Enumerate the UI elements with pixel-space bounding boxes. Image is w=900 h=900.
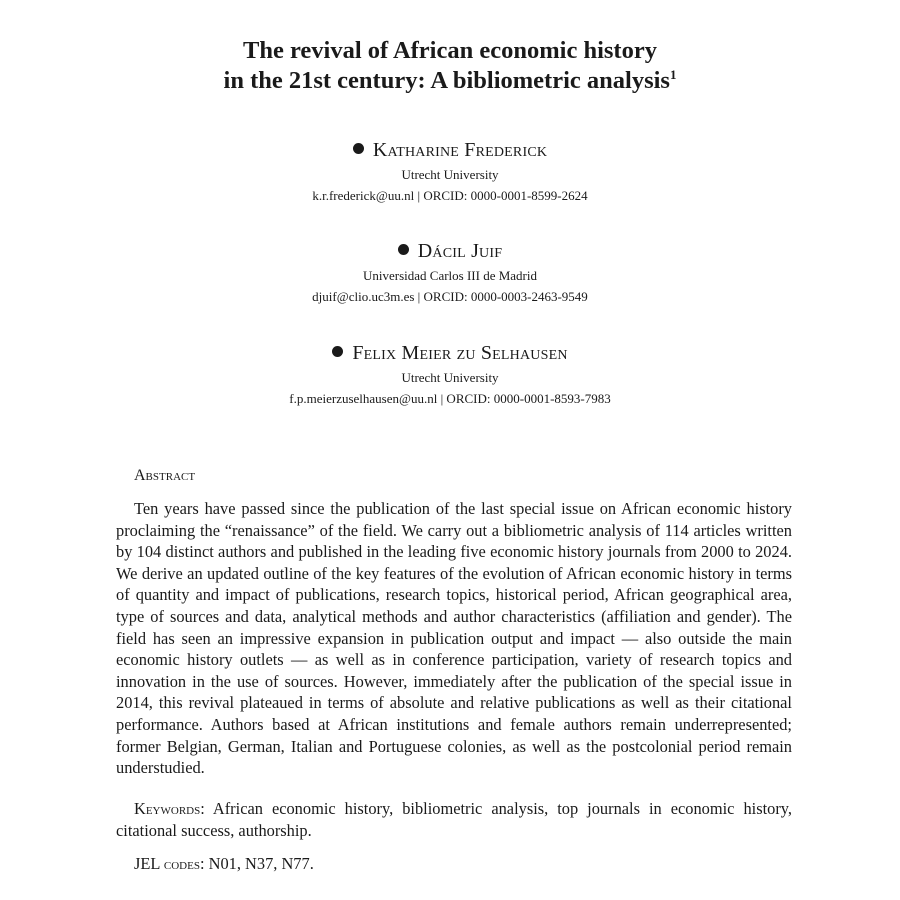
author-name: Dácil Juif [100, 239, 800, 263]
author-name: Katharine Frederick [100, 138, 800, 162]
paper-title [100, 36, 800, 96]
author-contact: djuif@clio.uc3m.es | ORCID: 0000-0003-2463-9549 [312, 289, 588, 304]
author-block-2 [100, 239, 800, 305]
keywords-text: African economic history, bibliometric analysis, top journals in economic history, citational success, authorship. [116, 799, 793, 840]
author-affiliation: Universidad Carlos III de Madrid [362, 268, 537, 283]
author-contact: f.p.meierzuselhausen@uu.nl | ORCID: 0000-0001-8593-7983 [289, 391, 611, 406]
bullet-icon [332, 346, 343, 357]
abstract-heading: Abstract [134, 467, 196, 484]
title-line-2: in the 21st century: A bibliometric analysis$^1$ [223, 66, 677, 94]
author-block-1 [100, 138, 800, 204]
author-affiliation: Utrecht University [401, 167, 499, 182]
abstract-body: Ten years have passed since the publication of the last special issue on African economic history proclaiming the “renaissance” of the field. We carry out a bibliometric analysis of 114 articles written by 104 distinct authors and published in the leading five economic history journals from 2000 to 2024. We derive an updated outline of the key features of the evolution of African economic history in terms of quantity and impact of publications, research topics, historical period, African geographical area, type of sources and data, analytical methods and author characteristics (affiliation and gender). The field has seen an impressive expansion in publication output and impact — also outside the main economic history outlets — as well as in conference participation, variety of research topics and innovation in the use of sources. However, immediately after the publication of the special issue in 2014, this revival plateaued in terms of absolute and relative publications as well as their citational performance. Authors based at African institutions and female authors remain underrepresented; former Belgian, German, Italian and Portuguese colonies, as well as the postcolonial period remain understudied. [116, 499, 792, 778]
keywords [116, 798, 792, 841]
author-contact: k.r.frederick@uu.nl | ORCID: 0000-0001-8599-2624 [312, 188, 588, 203]
title-line-1: The revival of African economic history [243, 37, 657, 64]
author-affiliation: Utrecht University [401, 370, 499, 385]
title-footnote-marker[interactable]: 1 [669, 66, 677, 82]
author-block-3 [100, 341, 800, 407]
jel-label: JEL codes: [134, 854, 205, 873]
jel-text: N01, N37, N77. [208, 854, 314, 873]
jel-codes [134, 853, 314, 875]
keywords-label: Keywords: [134, 799, 205, 818]
bullet-icon [353, 143, 364, 154]
bullet-icon [398, 244, 409, 255]
author-name: Felix Meier zu Selhausen [100, 341, 800, 365]
